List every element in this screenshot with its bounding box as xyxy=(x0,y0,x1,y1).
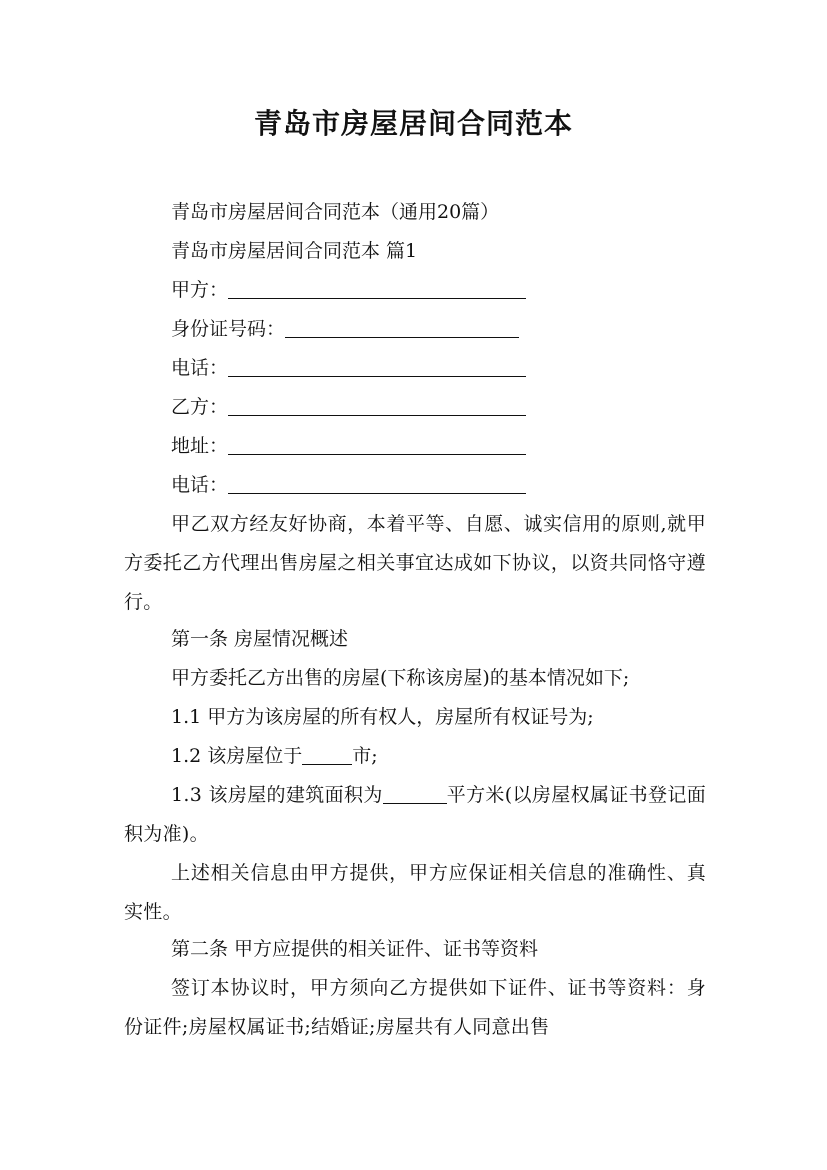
phone-b-blank xyxy=(228,473,526,494)
article-2-paragraph: 签订本协议时，甲方须向乙方提供如下证件、证书等资料：身份证件;房屋权属证书;结婚证;房屋共有人同意出售 xyxy=(124,977,706,1038)
article-2-title: 第二条 甲方应提供的相关证件、证书等资料 xyxy=(171,938,539,960)
item-1-2-suffix: 市; xyxy=(352,745,378,767)
subtitle: 青岛市房屋居间合同范本（通用20篇） xyxy=(171,201,500,223)
address-blank xyxy=(228,434,526,455)
party-b-label: 乙方： xyxy=(171,396,229,418)
item-1-3-prefix: 1.3 该房屋的建筑面积为 xyxy=(171,784,383,806)
item-1-2 xyxy=(171,744,378,768)
id-number-field xyxy=(171,317,519,341)
address-field xyxy=(171,434,526,458)
article-1-title: 第一条 房屋情况概述 xyxy=(171,628,349,650)
article-1-intro: 甲方委托乙方出售的房屋(下称该房屋)的基本情况如下; xyxy=(171,667,630,689)
phone-b-field xyxy=(171,473,526,497)
phone-a-label: 电话： xyxy=(171,357,229,379)
info-note-paragraph: 上述相关信息由甲方提供，甲方应保证相关信息的准确性、真实性。 xyxy=(124,862,706,923)
item-1-3-suffix: 平方米(以房屋权属证书登记面积为准)。 xyxy=(124,784,706,845)
phone-a-blank xyxy=(228,356,526,377)
party-a-blank xyxy=(228,278,526,299)
item-1-1: 1.1 甲方为该房屋的所有权人，房屋所有权证号为; xyxy=(171,706,594,728)
party-a-label: 甲方： xyxy=(171,279,229,301)
document-title: 青岛市房屋居间合同范本 xyxy=(253,107,573,140)
section-heading: 青岛市房屋居间合同范本 篇1 xyxy=(171,240,418,262)
city-blank xyxy=(302,744,352,765)
id-number-label: 身份证号码： xyxy=(171,318,286,340)
intro-paragraph: 甲乙双方经友好协商，本着平等、自愿、诚实信用的原则,就甲方委托乙方代理出售房屋之相关事宜达成如下协议，以资共同恪守遵行。 xyxy=(124,513,706,613)
party-b-blank xyxy=(228,395,526,416)
address-label: 地址： xyxy=(171,435,229,457)
item-1-3 xyxy=(124,776,706,854)
phone-b-label: 电话： xyxy=(171,474,229,496)
phone-a-field xyxy=(171,356,526,380)
party-a-field xyxy=(171,278,526,302)
party-b-field xyxy=(171,395,526,419)
area-blank xyxy=(383,783,447,804)
id-number-blank xyxy=(285,317,519,338)
item-1-2-prefix: 1.2 该房屋位于 xyxy=(171,745,303,767)
